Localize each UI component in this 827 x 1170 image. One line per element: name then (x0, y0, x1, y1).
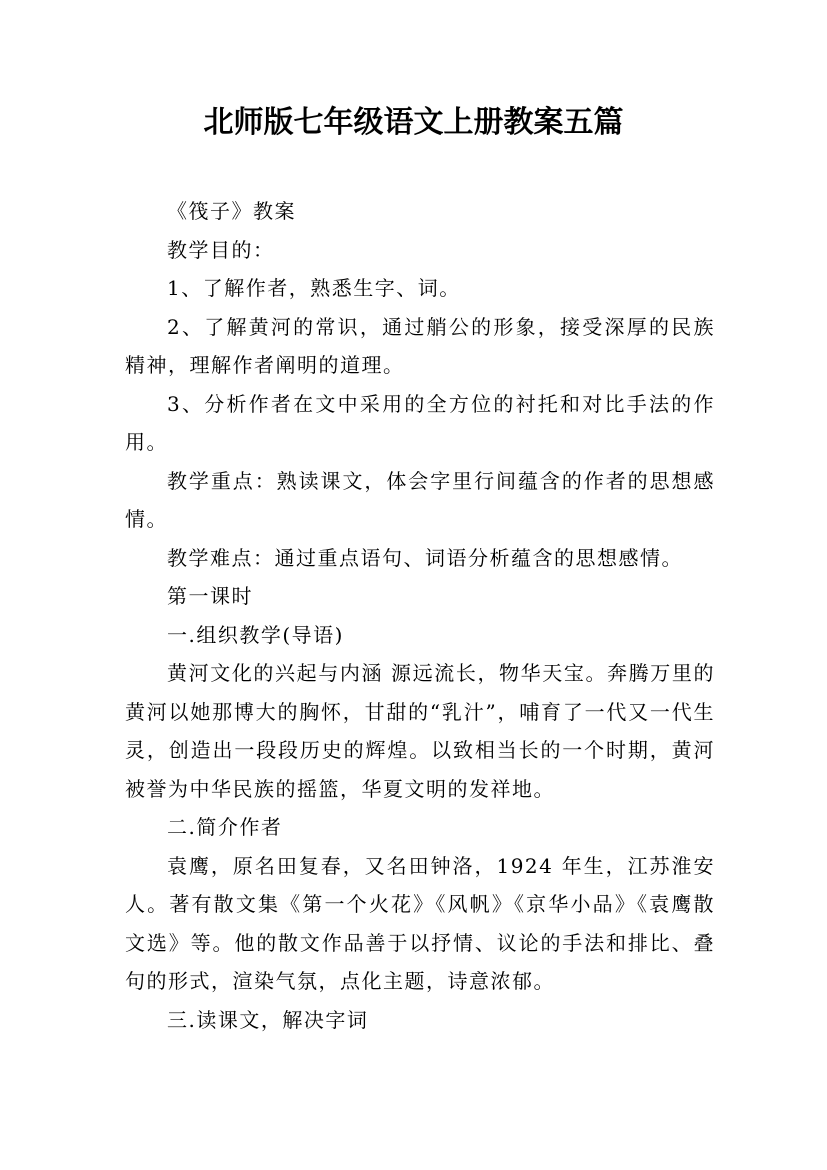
paragraph-first-lesson: 第一课时 (167, 584, 253, 608)
paragraph-section-2-heading: 二.简介作者 (167, 815, 283, 839)
document-body (125, 192, 715, 1039)
paragraph-section-1-heading: 一.组织教学(导语) (167, 622, 344, 647)
paragraph-author-bio: 袁鹰，原名田复春，又名田钟洛，1924 年生，江苏淮安人。著有散文集《第一个火花》《风帆》《京华小品》《袁鹰散文选》等。他的散文作品善于以抒情、议论的手法和排比、叠句的形式，渲染气氛，点化主题，诗意浓郁。 (125, 853, 715, 993)
paragraph-section-3-heading: 三.读课文，解决字词 (167, 1007, 369, 1032)
paragraph-objective-2: 2、了解黄河的常识，通过艄公的形象，接受深厚的民族精神，理解作者阐明的道理。 (125, 314, 715, 377)
paragraph-introduction: 黄河文化的兴起与内涵 源远流长，物华天宝。奔腾万里的黄河以她那博大的胸怀，甘甜的“乳汁”，哺育了一代又一代生灵，创造出一段段历史的辉煌。以致相当长的一个时期，黄河被誉为中华民族的摇篮，华夏文明的发祥地。 (125, 661, 715, 801)
paragraph-lesson-title: 《筏子》教案 (167, 199, 296, 223)
paragraph-difficulties: 教学难点：通过重点语句、词语分析蕴含的思想感情。 (167, 545, 683, 570)
document-title: 北师版七年级语文上册教案五篇 (203, 105, 624, 140)
paragraph-objectives-heading: 教学目的： (167, 237, 275, 262)
paragraph-objective-3: 3、分析作者在文中采用的全方位的衬托和对比手法的作用。 (125, 391, 715, 454)
paragraph-key-points: 教学重点：熟读课文，体会字里行间蕴含的作者的思想感情。 (125, 468, 715, 531)
paragraph-objective-1: 1、了解作者，熟悉生字、词。 (167, 276, 461, 300)
